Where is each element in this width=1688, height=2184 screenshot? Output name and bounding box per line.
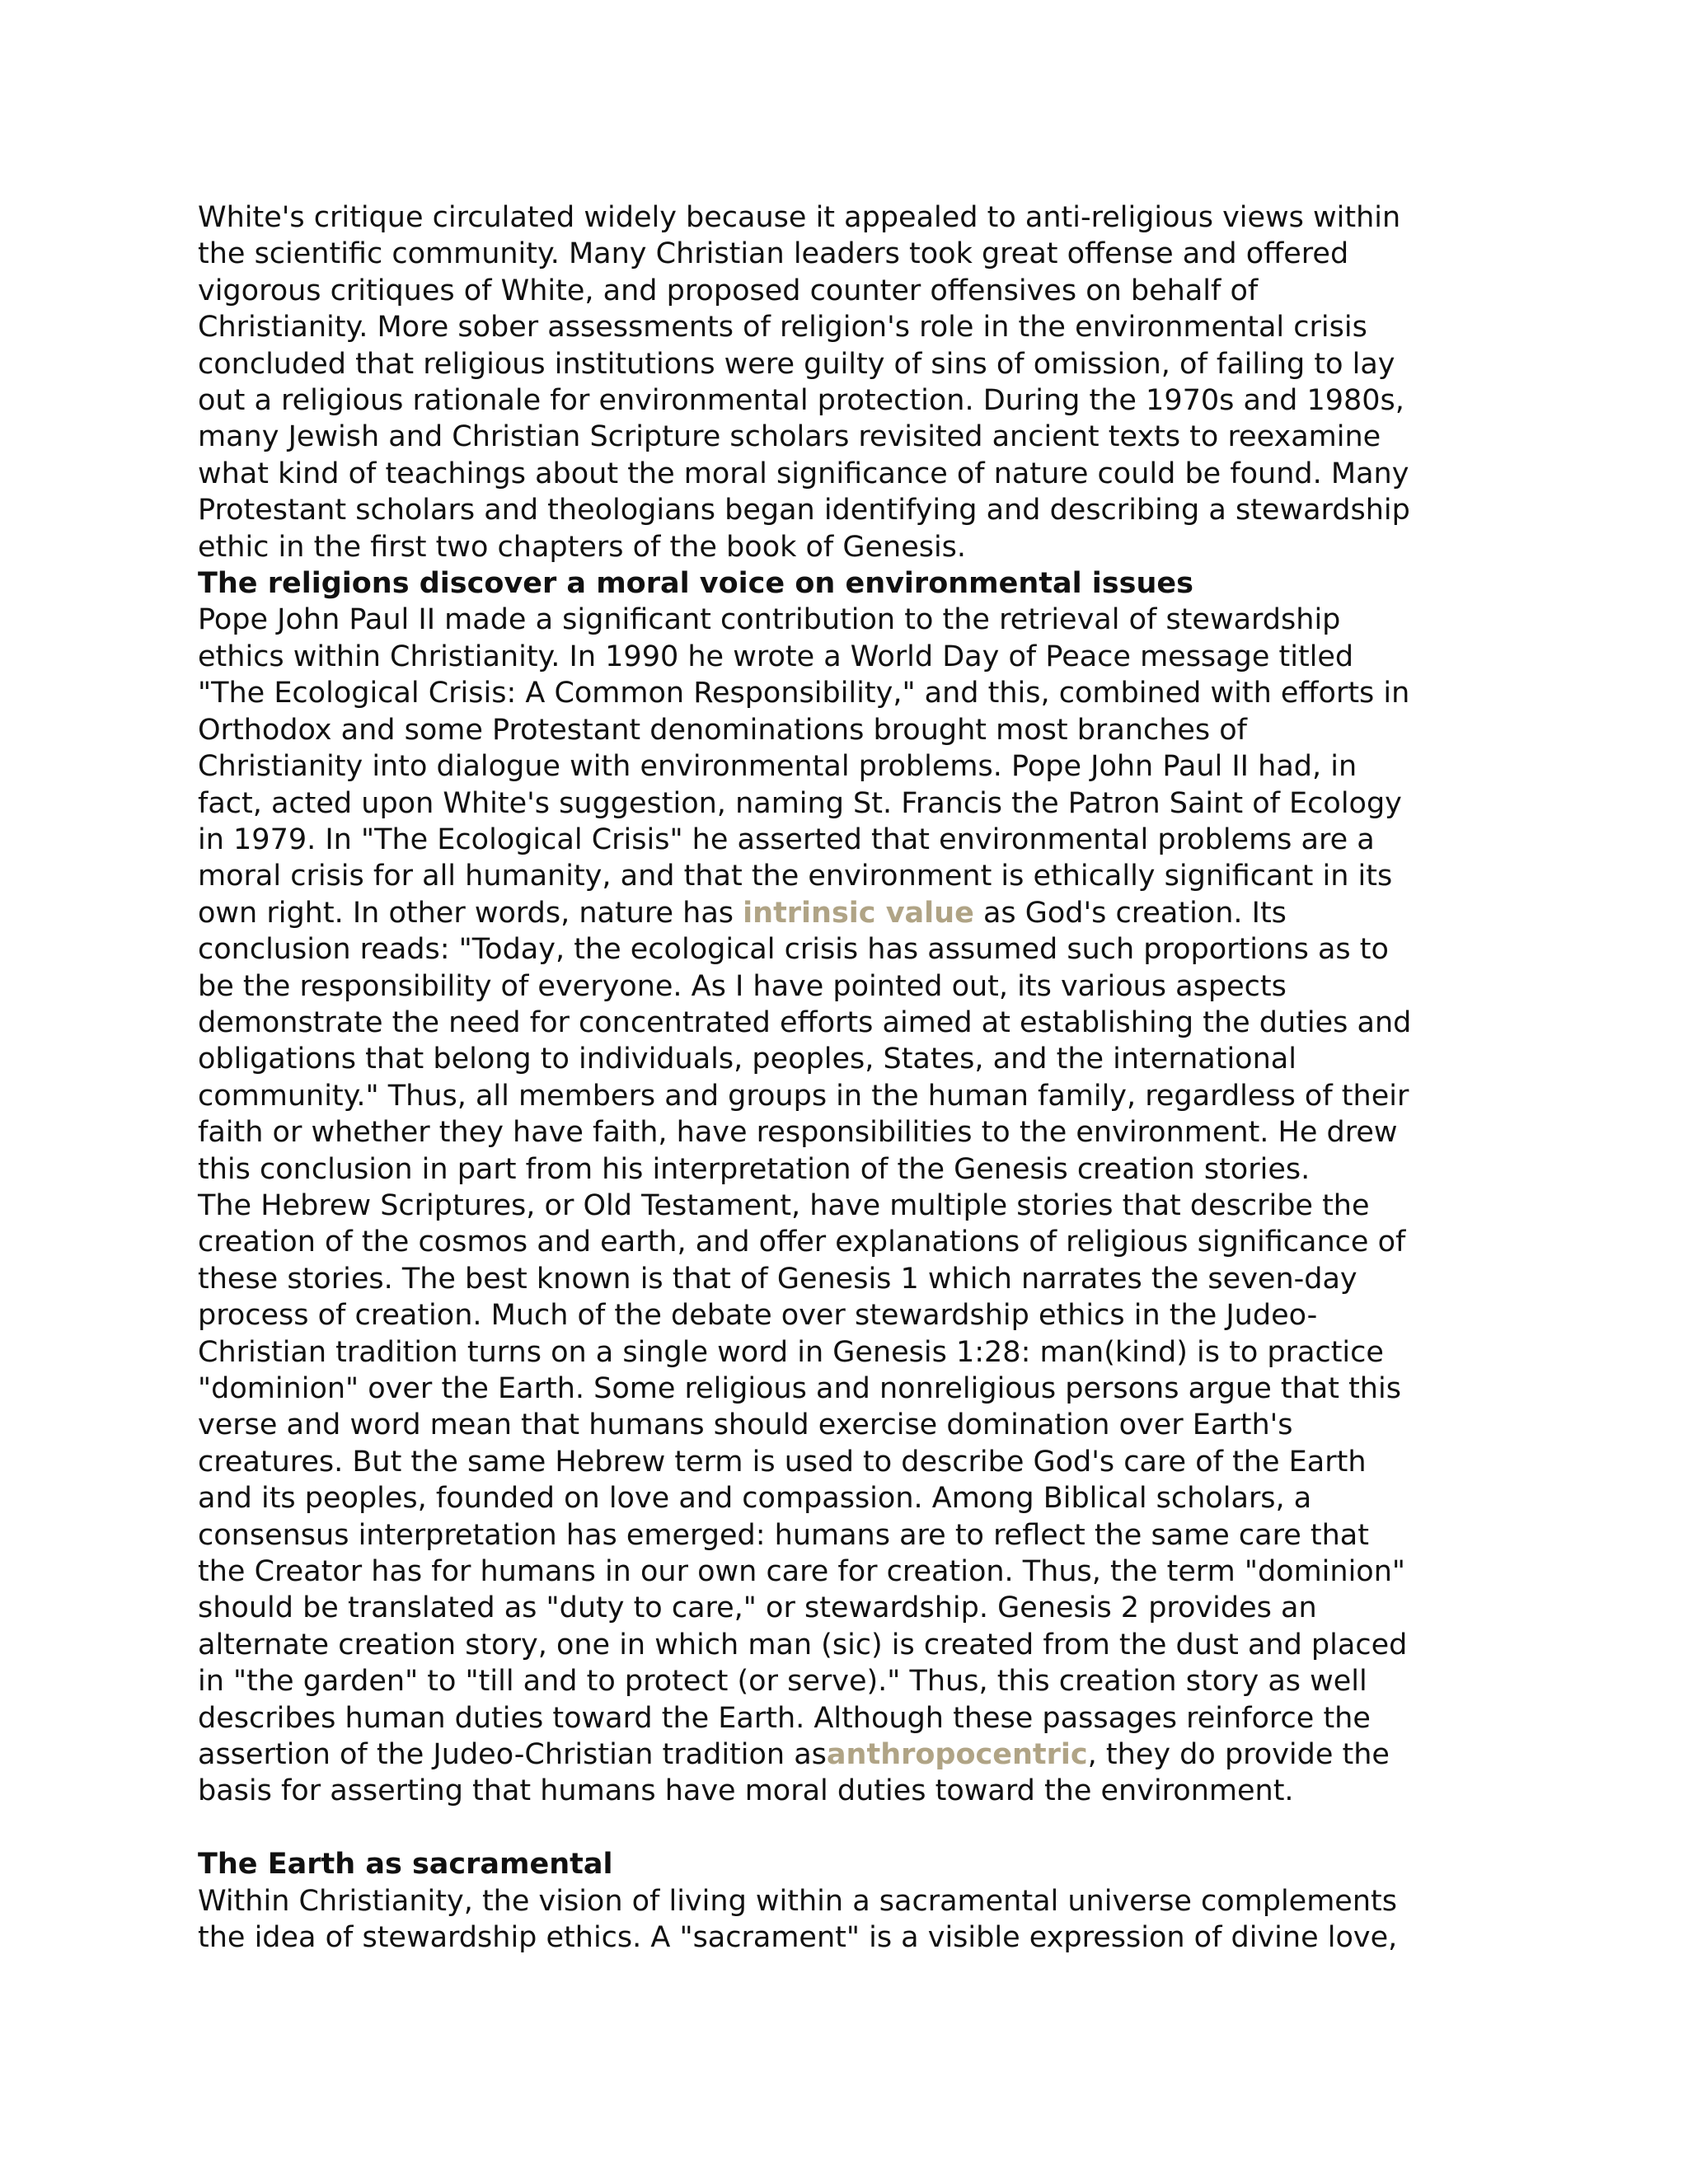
text-line: Protestant scholars and theologians began identifying and describing a stewardship (198, 494, 1410, 527)
text-fragment: as God's creation. Its (973, 896, 1287, 930)
text-line: creation of the cosmos and earth, and offer explanations of religious significance of (198, 1226, 1406, 1259)
text-line: the idea of stewardship ethics. A "sacrament" is a visible expression of divine love, (198, 1921, 1398, 1955)
paragraph-sacramental-universe (198, 1883, 1500, 1957)
section-heading-earth-sacramental: The Earth as sacramental (198, 1848, 613, 1882)
text-line: Within Christianity, the vision of living within a sacramental universe complements (198, 1884, 1397, 1918)
section-heading-moral-voice: The religions discover a moral voice on environmental issues (198, 567, 1193, 601)
text-line: ethic in the first two chapters of the book of Genesis. (198, 530, 967, 564)
text-line: what kind of teachings about the moral significance of nature could be found. Many (198, 457, 1409, 490)
paragraph-pope-john-paul (198, 602, 1500, 1188)
text-line: community." Thus, all members and groups in the human family, regardless of their (198, 1079, 1409, 1113)
text-line: in 1979. In "The Ecological Crisis" he asserted that environmental problems are a (198, 823, 1375, 856)
document-page (198, 199, 1500, 1956)
text-line: Christianity into dialogue with environmental problems. Pope John Paul II had, in (198, 750, 1357, 784)
text-line: "dominion" over the Earth. Some religious and nonreligious persons argue that this (198, 1372, 1401, 1405)
text-line: out a religious rationale for environmental protection. During the 1970s and 1980s, (198, 384, 1404, 418)
text-line: White's critique circulated widely because it appealed to anti-religious views within (198, 201, 1401, 234)
text-line: consensus interpretation has emerged: humans are to reflect the same care that (198, 1518, 1369, 1552)
text-line: be the responsibility of everyone. As I have pointed out, its various aspects (198, 969, 1287, 1003)
text-line: conclusion reads: "Today, the ecological crisis has assumed such proportions as to (198, 933, 1389, 967)
text-line: this conclusion in part from his interpretation of the Genesis creation stories. (198, 1152, 1311, 1186)
text-line: concluded that religious institutions were guilty of sins of omission, of failing to lay (198, 347, 1395, 381)
text-line: ethics within Christianity. In 1990 he wrote a World Day of Peace message titled (198, 640, 1354, 673)
text-line: The Hebrew Scriptures, or Old Testament, have multiple stories that describe the (198, 1188, 1370, 1222)
text-fragment: , they do provide the (1087, 1738, 1390, 1772)
text-line: vigorous critiques of White, and proposed counter offensives on behalf of (198, 274, 1259, 307)
paragraph-spacer (198, 1810, 1500, 1846)
text-line: "The Ecological Crisis: A Common Responsibility," and this, combined with efforts in (198, 677, 1410, 710)
text-line: alternate creation story, one in which man (sic) is created from the dust and placed (198, 1628, 1408, 1661)
text-line: the Creator has for humans in our own care for creation. Thus, the term "dominion" (198, 1555, 1405, 1589)
text-line (198, 1736, 1500, 1773)
text-line: creatures. But the same Hebrew term is used to describe God's care of the Earth (198, 1445, 1367, 1479)
term-link-anthropocentric[interactable]: anthropocentric (826, 1738, 1088, 1772)
text-line: Christianity. More sober assessments of religion's role in the environmental crisis (198, 311, 1367, 344)
text-line: fact, acted upon White's suggestion, naming St. Francis the Patron Saint of Ecology (198, 786, 1402, 820)
text-fragment: own right. In other words, nature has (198, 896, 743, 930)
text-line: should be translated as "duty to care," or stewardship. Genesis 2 provides an (198, 1591, 1317, 1625)
text-line: obligations that belong to individuals, peoples, States, and the international (198, 1043, 1296, 1076)
text-line: and its peoples, founded on love and compassion. Among Biblical scholars, a (198, 1482, 1312, 1516)
term-link-intrinsic-value[interactable]: intrinsic value (743, 896, 974, 930)
text-line: basis for asserting that humans have moral duties toward the environment. (198, 1774, 1294, 1808)
text-line: the scientific community. Many Christian leaders took great offense and offered (198, 237, 1349, 271)
text-line: verse and word mean that humans should exercise domination over Earth's (198, 1408, 1293, 1442)
text-line: Christian tradition turns on a single word in Genesis 1:28: man(kind) is to practice (198, 1335, 1384, 1369)
text-line: these stories. The best known is that of Genesis 1 which narrates the seven-day (198, 1262, 1357, 1296)
text-line: Orthodox and some Protestant denominations brought most branches of (198, 713, 1248, 747)
text-fragment: assertion of the Judeo-Christian tradition as (198, 1738, 827, 1772)
text-line: demonstrate the need for concentrated efforts aimed at establishing the duties and (198, 1005, 1412, 1039)
text-line: describes human duties toward the Earth. Although these passages reinforce the (198, 1701, 1371, 1735)
text-line: in "the garden" to "till and to protect (or serve)." Thus, this creation story as well (198, 1665, 1367, 1699)
text-line: Pope John Paul II made a significant contribution to the retrieval of stewardship (198, 603, 1341, 637)
text-line: moral crisis for all humanity, and that the environment is ethically significant in its (198, 860, 1393, 893)
text-line: many Jewish and Christian Scripture scholars revisited ancient texts to reexamine (198, 420, 1381, 454)
paragraph-hebrew-scriptures (198, 1188, 1500, 1810)
text-line: process of creation. Much of the debate over stewardship ethics in the Judeo- (198, 1299, 1318, 1333)
paragraph-white-critique (198, 199, 1500, 565)
text-line: faith or whether they have faith, have responsibilities to the environment. He drew (198, 1116, 1398, 1150)
text-line (198, 895, 1500, 931)
